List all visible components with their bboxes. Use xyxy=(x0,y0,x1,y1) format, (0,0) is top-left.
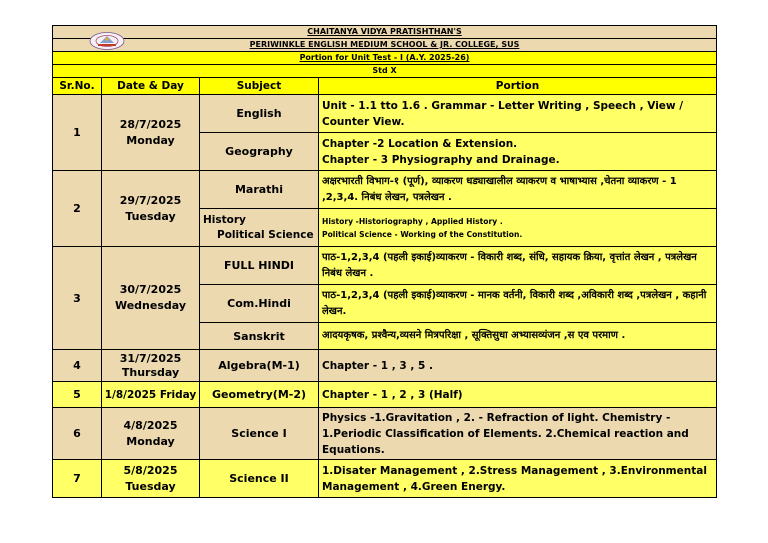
portion-line: Chapter -2 Location & Extension. xyxy=(322,137,518,150)
date-day: 1/8/2025 Friday xyxy=(102,382,200,408)
date: 30/7/2025 xyxy=(119,283,182,296)
school-name: PERIWINKLE ENGLISH MEDIUM SCHOOL & JR. COLLEGE, SUS xyxy=(53,39,717,52)
date-day xyxy=(102,247,200,350)
date-day xyxy=(102,350,200,382)
subject: Geometry(M-2) xyxy=(200,382,319,408)
date: 29/7/2025 xyxy=(119,193,182,207)
col-sr-no: Sr.No. xyxy=(53,78,102,95)
date-day xyxy=(102,95,200,171)
sr-no: 1 xyxy=(53,95,102,171)
portion: Chapter - 1 , 3 , 5 . xyxy=(319,350,717,382)
sr-no: 5 xyxy=(53,382,102,408)
subject: Sanskrit xyxy=(200,323,319,350)
standard: Std X xyxy=(53,65,717,78)
portion-line: History -Historiography , Applied History . xyxy=(322,216,503,226)
subject: FULL HINDI xyxy=(200,247,319,285)
date-day xyxy=(102,408,200,460)
day: Tuesday xyxy=(125,479,176,493)
subject-line: Political Science xyxy=(217,228,314,241)
portion: Physics -1.Gravitation , 2. - Refraction of light. Chemistry - 1.Periodic Classification of Elements. 2.Chemical reaction and Equations. xyxy=(319,408,717,460)
portion: 1.Disater Management , 2.Stress Management , 3.Environmental Management , 4.Green Energy. xyxy=(319,460,717,498)
portion: पाठ-1,2,3,4 (पहली इकाई)व्याकरण - मानक वर्तनी, विकारी शब्द ,अविकारी शब्द ,पत्रलेखन , कहानी लेखन. xyxy=(319,285,717,323)
portion: पाठ-1,2,3,4 (पहली इकाई)व्याकरण - विकारी शब्द, संधि, सहायक क्रिया, वृत्तांत लेखन , पत्रलेखन निबंध लेखन . xyxy=(319,247,717,285)
subject: Science I xyxy=(200,408,319,460)
portion-line: Chapter - 3 Physiography and Drainage. xyxy=(322,153,560,166)
date: 28/7/2025 xyxy=(119,117,182,131)
table-row xyxy=(53,382,717,408)
portion-table xyxy=(52,25,717,498)
day: Thursday xyxy=(121,365,180,379)
portion xyxy=(319,133,717,171)
table-row xyxy=(53,247,717,285)
date-day xyxy=(102,460,200,498)
sr-no: 4 xyxy=(53,350,102,382)
trust-name: CHAITANYA VIDYA PRATISHTHAN'S xyxy=(53,26,717,39)
subject: Algebra(M-1) xyxy=(200,350,319,382)
subject: Com.Hindi xyxy=(200,285,319,323)
table-row xyxy=(53,408,717,460)
day: Wednesday xyxy=(114,299,187,312)
portion xyxy=(319,209,717,247)
day: Tuesday xyxy=(125,209,176,223)
sr-no: 7 xyxy=(53,460,102,498)
date: 4/8/2025 xyxy=(123,418,178,432)
sr-no: 3 xyxy=(53,247,102,350)
subject: Science II xyxy=(200,460,319,498)
sr-no: 2 xyxy=(53,171,102,247)
portion-line: Political Science - Working of the Constitution. xyxy=(322,229,523,239)
portion: आदयकृषक, प्रश्वैन्य,व्यसने मित्रपरिक्षा , सूक्तिसुधा अभ्यासव्यंजन ,स एव परमाण . xyxy=(319,323,717,350)
day: Monday xyxy=(126,133,175,147)
date: 31/7/2025 xyxy=(119,351,182,365)
subject-line: History xyxy=(203,213,246,226)
portion: Chapter - 1 , 2 , 3 (Half) xyxy=(319,382,717,408)
subject xyxy=(200,209,319,247)
portion: अक्षरभारती विभाग-१ (पूर्ण), व्याकरण धड्याखालील व्याकरण व भाषाभ्यास ,चेतना व्याकरण - 1 ,2,3,4. निबंध लेखन, पत्रलेखन . xyxy=(319,171,717,209)
sr-no: 6 xyxy=(53,408,102,460)
table-row xyxy=(53,171,717,209)
table-row xyxy=(53,350,717,382)
col-date-day: Date & Day xyxy=(102,78,200,95)
col-portion: Portion xyxy=(319,78,717,95)
table-row xyxy=(53,460,717,498)
portion: Unit - 1.1 tto 1.6 . Grammar - Letter Writing , Speech , View / Counter View. xyxy=(319,95,717,133)
subject: Geography xyxy=(200,133,319,171)
date-day xyxy=(102,171,200,247)
subject: Marathi xyxy=(200,171,319,209)
col-subject: Subject xyxy=(200,78,319,95)
test-title: Portion for Unit Test - I (A.Y. 2025-26) xyxy=(53,52,717,65)
subject: English xyxy=(200,95,319,133)
table-row xyxy=(53,95,717,133)
date: 5/8/2025 xyxy=(123,463,178,477)
day: Monday xyxy=(126,434,175,448)
school-logo xyxy=(88,31,126,51)
